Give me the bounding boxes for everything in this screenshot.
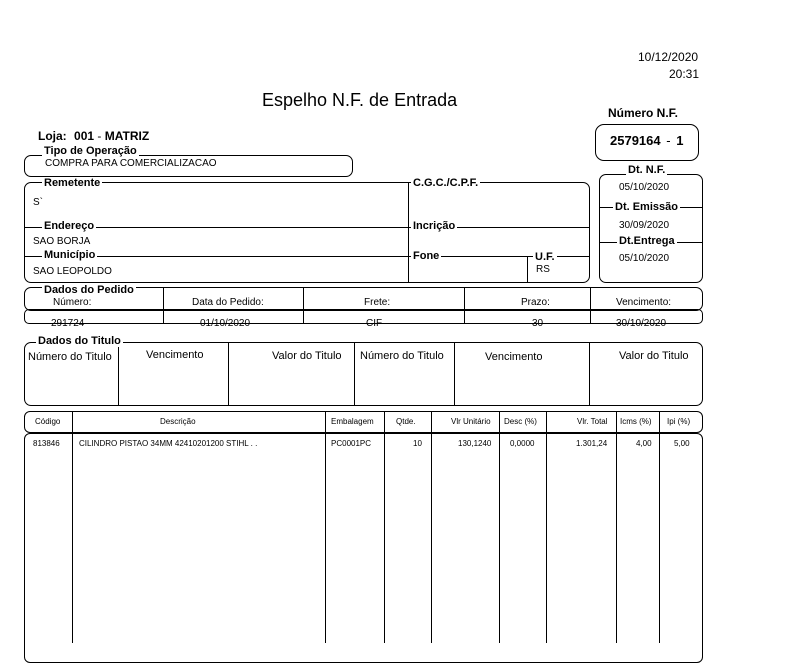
itens-div-2 [325,411,326,643]
itens-div-5 [499,411,500,643]
pedido-div-3 [464,287,465,324]
titulo-div-2 [228,342,229,406]
pedido-div-4 [590,287,591,324]
pedido-col-frete: Frete: [364,297,391,308]
titulo-col-numero-1: Número do Titulo [28,351,112,363]
row-ipi: 5,00 [674,439,690,448]
pedido-label: Dados do Pedido [44,284,134,296]
remetente-label: Remetente [44,177,101,189]
col-vlr-total-header: Vlr. Total [577,417,608,426]
dt-emissao-value: 30/09/2020 [619,220,670,231]
titulo-div-3 [354,342,355,406]
itens-div-6 [546,411,547,643]
dt-emissao-label: Dt. Emissão [615,201,678,213]
titulo-label: Dados do Titulo [38,335,121,347]
itens-div-1 [72,411,73,643]
col-vlr-unitario-header: Vlr Unitário [451,417,491,426]
col-icms-header: Icms (%) [620,417,652,426]
endereco-value: SAO BORJA [33,236,91,247]
loja-label: Loja: [38,129,67,143]
pedido-values-box [24,309,703,324]
loja [38,129,149,143]
itens-div-7 [616,411,617,643]
titulo-div-1 [118,342,119,406]
loja-separator: - [97,129,102,143]
row-vlr-total: 1.301,24 [576,439,608,448]
print-time: 20:31 [669,67,700,81]
col-codigo-header: Código [35,417,61,426]
cgc-label: C.G.C./C.P.F. [413,177,479,189]
dt-nf-label: Dt. N.F. [628,164,666,176]
operacao-label: Tipo de Operação [44,145,137,157]
row-vlr-unitario: 130,1240 [458,439,492,448]
col-desc-header: Desc (%) [504,417,537,426]
dt-entrega-label: Dt.Entrega [619,235,675,247]
pedido-vencimento: 30/10/2020 [616,318,667,329]
uf-label: U.F. [535,251,555,263]
titulo-col-numero-2: Número do Titulo [360,350,444,362]
row-codigo: 813846 [33,439,60,448]
titulo-div-5 [589,342,590,406]
itens-div-8 [659,411,660,643]
itens-div-4 [431,411,432,643]
fone-label: Fone [413,250,440,262]
uf-divider [527,256,528,283]
endereco-label: Endereço [44,220,95,232]
pedido-prazo: 30 [532,318,544,329]
loja-name: MATRIZ [104,129,150,143]
pedido-col-vencimento: Vencimento: [616,297,672,308]
pedido-div-1 [163,287,164,324]
page-title: Espelho N.F. de Entrada [262,90,458,110]
incricao-label: Incrição [413,220,456,232]
itens-body-box [24,433,703,663]
row-desc: 0,0000 [510,439,535,448]
titulo-col-vencimento-2: Vencimento [485,351,543,363]
numero-nf-value [610,133,683,148]
row-icms: 4,00 [636,439,652,448]
titulo-div-4 [454,342,455,406]
print-date: 10/12/2020 [638,50,699,64]
uf-value: RS [536,264,550,275]
numero-nf-number: 2579164 [610,133,661,148]
dt-nf-value: 05/10/2020 [619,182,670,193]
pedido-frete: CIF [366,318,383,329]
titulo-col-valor-2: Valor do Titulo [619,350,689,362]
numero-nf-serie: 1 [676,133,684,148]
dt-entrega-value: 05/10/2020 [619,253,670,264]
titulo-col-vencimento-1: Vencimento [146,349,204,361]
remetente-divider [408,182,409,283]
municipio-label: Município [44,249,96,261]
pedido-col-numero: Número: [53,297,92,308]
pedido-numero: 291724 [51,318,85,329]
pedido-div-2 [303,287,304,324]
row-embalagem: PC0001PC [331,439,372,448]
remetente-value: S` [33,197,43,208]
col-ipi-header: Ipi (%) [667,417,691,426]
row-descricao: CILINDRO PISTAO 34MM 42410201200 STIHL . . [79,439,258,448]
titulo-col-valor-1: Valor do Titulo [272,350,342,362]
pedido-data: 01/10/2020 [200,318,251,329]
pedido-col-prazo: Prazo: [521,297,550,308]
row-qtde: 10 [413,439,422,448]
col-descricao-header: Descrição [160,417,196,426]
itens-div-3 [384,411,385,643]
municipio-value: SAO LEOPOLDO [33,266,112,277]
pedido-col-data: Data do Pedido: [192,297,264,308]
numero-nf-label: Número N.F. [608,106,679,120]
loja-code: 001 [74,129,95,143]
col-embalagem-header: Embalagem [331,417,374,426]
numero-nf-separator: - [666,133,671,148]
col-qtde-header: Qtde. [396,417,416,426]
operacao-value: COMPRA PARA COMERCIALIZACAO [45,158,217,169]
